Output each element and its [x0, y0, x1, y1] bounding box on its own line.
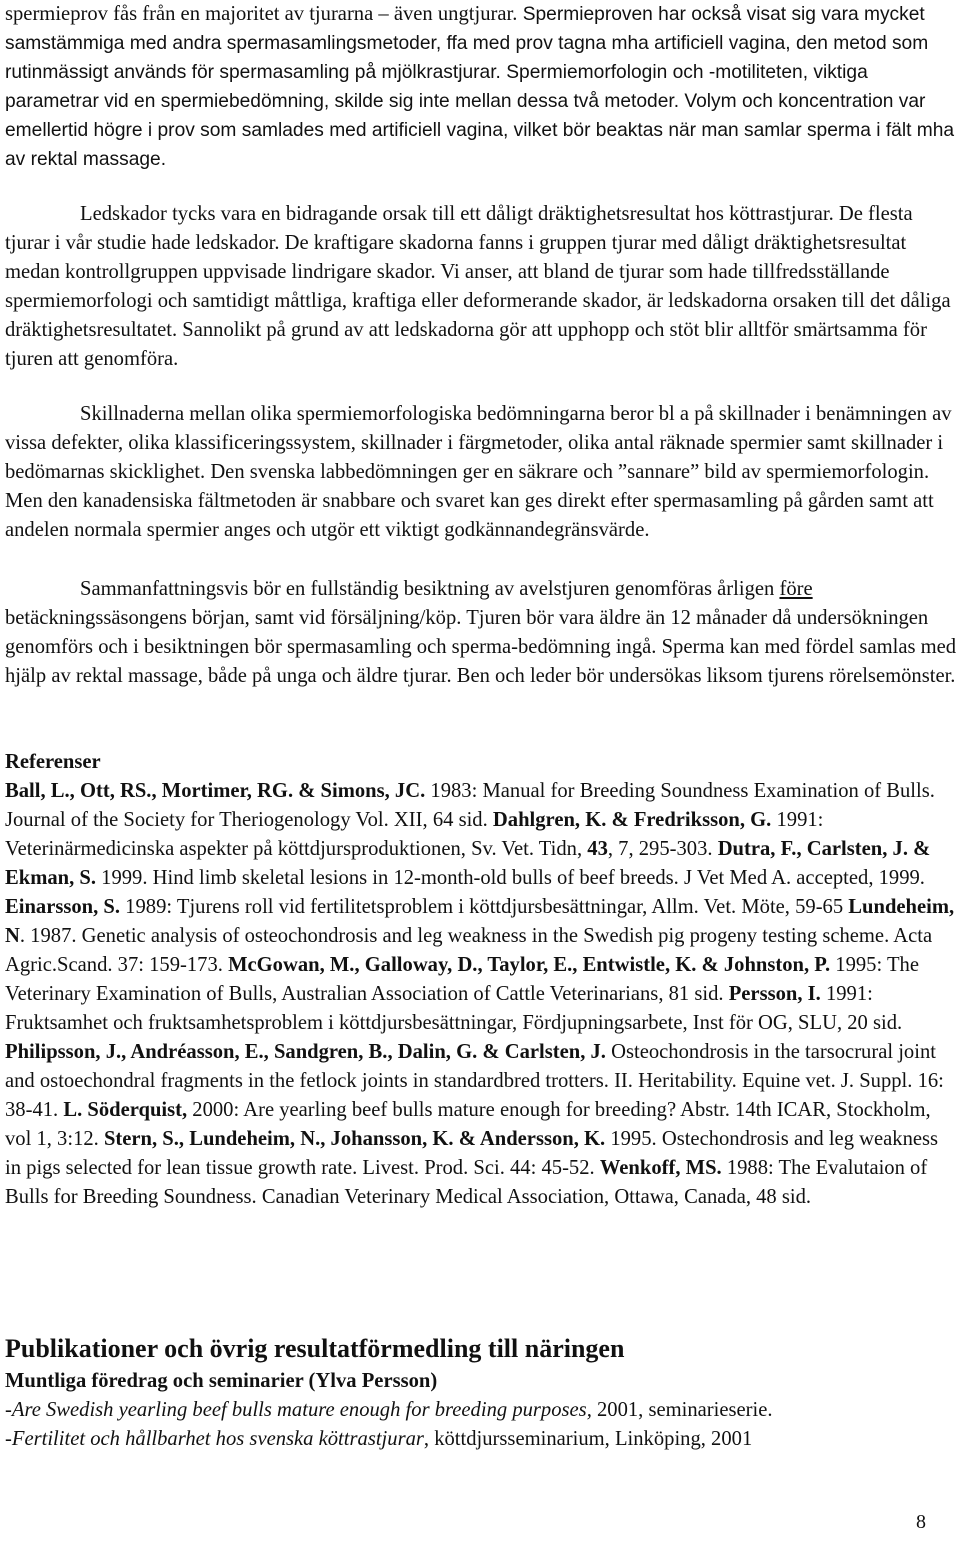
publications-heading: Publikationer och övrig resultatförmedling till näringen [5, 1334, 625, 1363]
ref-3-text: 1989: Tjurens roll vid fertilitetsproblem i köttdjursbesättningar, Allm. Vet. Möte, 59-65 [120, 896, 849, 918]
ref-5-text: 1995: The Veterinary Examination of Bulls, Australian Association of Cattle Veterinarians, 81 sid. [5, 954, 919, 1005]
ref-10-text: 1988: The Evalutaion of Bulls for Breeding Soundness. Canadian Veterinary Medical Association, Ottawa, Canada, 48 sid. [5, 1157, 928, 1208]
publication-2-dash: - [5, 1428, 12, 1450]
sentence-4: Volym och koncentration var emellertid högre i prov som samlades med artificiell vagina, vilket bör beaktas när man samlar sperma i fält mha av rektal massage. [5, 91, 955, 170]
ref-6-authors: Persson, I. [728, 983, 821, 1005]
ref-2-authors: Dutra, F., Carlsten, J. & Ekman, S. [5, 838, 931, 889]
sentence-3: Spermiemorfologin och -motiliteten, viktiga parametrar vid en spermiebedömning, skilde sig inte mellan dessa två metoder. [5, 62, 868, 112]
ref-1-text: 1991: Veterinärmedicinska aspekter på köttdjursproduktionen, Sv. Vet. Tidn, [5, 809, 824, 860]
references-list [5, 777, 957, 1212]
ref-1-authors: Dahlgren, K. & Fredriksson, G. [492, 809, 772, 831]
ref-9-authors: Stern, S., Lundeheim, N., Johansson, K. & Andersson, K. [103, 1128, 606, 1150]
publication-1-rest: 2001, seminarieserie. [591, 1399, 773, 1421]
ref-3-authors: Einarsson, S. [5, 896, 121, 918]
publication-2-title: Fertilitet och hållbarhet hos svenska köttrastjurar [11, 1428, 424, 1450]
paragraph-morphology-differences: Skillnaderna mellan olika spermiemorfologiska bedömningarna beror bl a på skillnader i benämningen av vissa defekter, olika klassificeringssystem, skillnader i färgmetoder, olika antal räknade spermier samt skillnader i bedömarnas skicklighet. Den svenska labbedömningen ger en säkrare och ”sannare” bild av spermiemorfologin. Men den kanadensiska fältmetoden är snabbare och svaret kan ges direkt efter spermasamling på gården samt att andelen normala spermier anges och utgör ett viktigt godkännandegränsvärde. [5, 403, 952, 541]
ref-4-text: . 1987. Genetic analysis of osteochondrosis and leg weakness in the Swedish pig progeny testing scheme. Acta Agric.Scand. 37: 159-173. [5, 925, 933, 976]
ref-7-text: Osteochondrosis in the tarsocrural joint and ostoechondral fragments in the fetlock joints in standardbred trotters. II. Heritability. Equine vet. J. Suppl. 16: 38-41. [5, 1041, 944, 1121]
ref-8-authors: L. Söderquist, [63, 1099, 188, 1121]
ref-0-authors: Ball, L., Ott, RS., Mortimer, RG. & Simons, JC. [5, 780, 426, 802]
conclusion-post: betäckningssäsongens början, samt vid försäljning/köp. Tjuren bör vara äldre än 12 månader då undersökningen genomförs och i besiktningen bör spermasamling och sperma-bedömning ingå. Sperma kan med fördel samlas med hjälp av rektal massage, både på unga och äldre tjurar. Ben och leder bör undersökas liksom tjurens rörelsemönster. [5, 607, 957, 687]
ref-4-authors: Lundeheim, N [5, 896, 955, 947]
ref-1-volume: 43 [587, 838, 608, 860]
publication-1-title: Are Swedish yearling beef bulls mature enough for breeding purposes, [11, 1399, 592, 1421]
ref-1-text2: , 7, 295-303. [607, 838, 718, 860]
ref-2-text: 1999. Hind limb skeletal lesions in 12-month-old bulls of beef breeds. J Vet Med A. accepted, 1999. [96, 867, 925, 889]
ref-9-text: 1995. Ostechondrosis and leg weakness in pigs selected for lean tissue growth rate. Livest. Prod. Sci. 44: 45-52. [5, 1128, 939, 1179]
ref-5-authors: McGowan, M., Galloway, D., Taylor, E., Entwistle, K. & Johnston, P. [228, 954, 831, 976]
paragraph-joint-lesions: Ledskador tycks vara en bidragande orsak till ett dåligt dräktighetsresultat hos köttrastjurar. De flesta tjurar i vår studie hade ledskador. De kraftigare skadorna fanns i gruppen tjurar med dåligt dräktighetsresultat medan kontrollgruppen uppvisade lindrigare skador. Vi anser, att bland de tjurar som hade tillfredsställande spermiemorfologi och samtidigt måttliga, kraftiga eller deformerande skador, är ledskadorna orsaken till det dåliga dräktighetsresultatet. Sannolikt på grund av att ledskadorna gör att upphopp och stöt blir alltför smärtsamma för tjuren att genomföra. [5, 203, 951, 370]
publication-1-dash: - [5, 1399, 12, 1421]
ref-0-text: 1983: Manual for Breeding Soundness Examination of Bulls. Journal of the Society for Theriogenology Vol. XII, 64 sid. [5, 780, 935, 831]
conclusion-underlined: före [779, 578, 813, 600]
publications-subheading: Muntliga föredrag och seminarier (Ylva Persson) [5, 1370, 438, 1392]
paragraph-summary-sperm [5, 0, 957, 174]
sentence-1: spermieprov fås från en majoritet av tjurarna – även ungtjurar. [5, 3, 518, 25]
ref-8-text: 2000: Are yearling beef bulls mature enough for breeding? Abstr. 14th ICAR, Stockholm, vol 1, 3:12. [5, 1099, 931, 1150]
publication-item-2 [5, 1425, 957, 1454]
references-heading: Referenser [5, 751, 101, 773]
ref-7-authors: Philipsson, J., Andréasson, E., Sandgren, B., Dalin, G. & Carlsten, J. [5, 1041, 606, 1063]
ref-6-text: 1991: Fruktsamhet och fruktsamhetsproblem i köttdjursbesättningar, Fördjupningsarbete, Inst för OG, SLU, 20 sid. [5, 983, 903, 1034]
publication-item-1 [5, 1396, 957, 1425]
sentence-2: Spermieproven har också visat sig vara mycket samstämmiga med andra spermasamlingsmetoder, ffa med prov tagna mha artificiell vagina, den metod som rutinmässigt används för spermasamling på mjölkrastjurar. [5, 4, 929, 83]
publication-2-rest: , köttdjursseminarium, Linköping, 2001 [423, 1428, 753, 1450]
ref-10-authors: Wenkoff, MS. [599, 1157, 722, 1179]
conclusion-pre: Sammanfattningsvis bör en fullständig besiktning av avelstjuren genomföras årligen [80, 578, 780, 600]
paragraph-conclusion [5, 575, 957, 691]
page-number: 8 [916, 1511, 926, 1533]
